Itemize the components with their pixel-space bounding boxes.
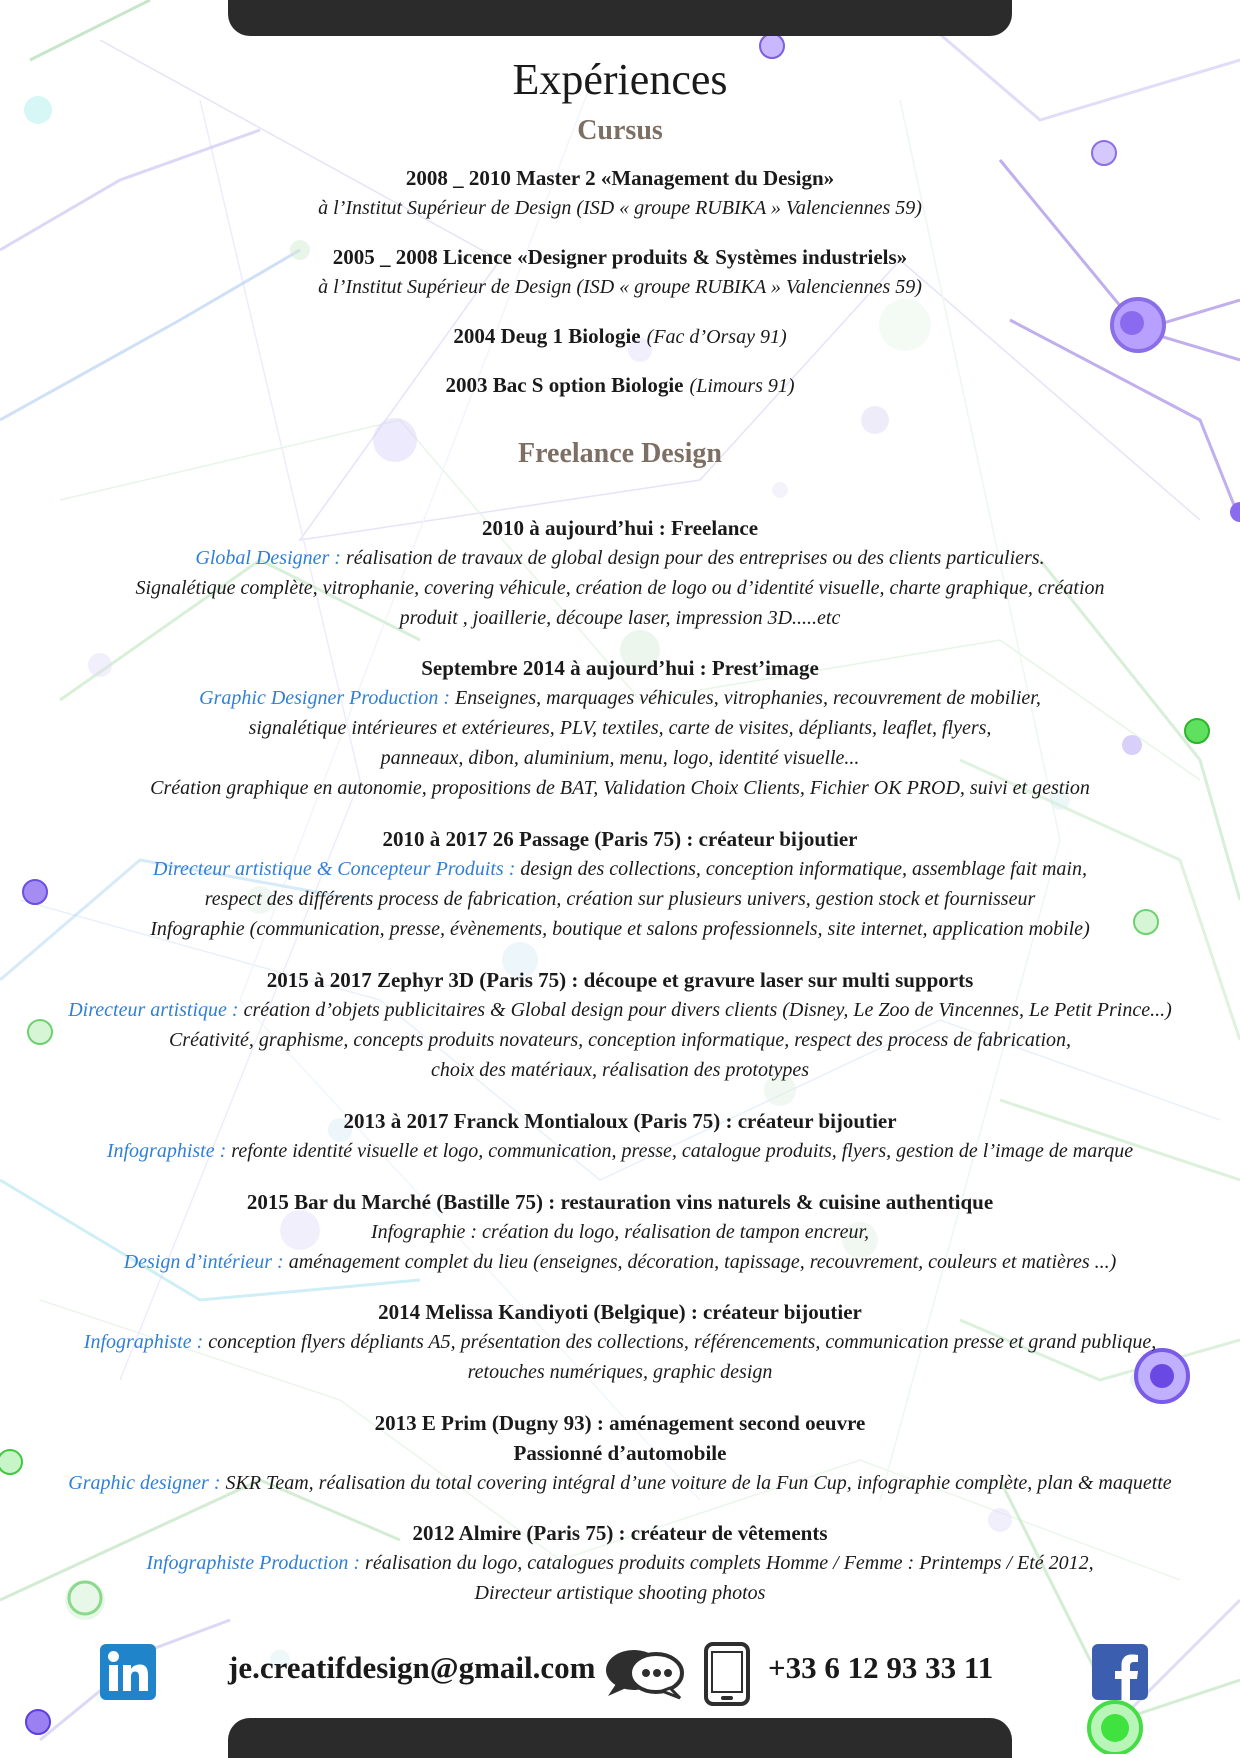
job-text: Créativité, graphisme, concepts produits novateurs, conception informatique, respect des process de fabrication,	[168, 1029, 1072, 1051]
contact-footer	[0, 1640, 1240, 1710]
job-text: choix des matériaux, réalisation des prototypes	[430, 1059, 810, 1081]
job-text: signalétique intérieures et extérieures, PLV, textiles, carte de visites, dépliants, leaflet, flyers,	[248, 717, 992, 739]
job-head: 2015 à 2017 Zephyr 3D (Paris 75) : découpe et gravure laser sur multi supports	[266, 968, 974, 992]
job-text: réalisation du logo, catalogues produits complets Homme / Femme : Printemps / Eté 2012,	[365, 1552, 1094, 1574]
job-text: refonte identité visuelle et logo, communication, presse, catalogue produits, flyers, gestion de l’image de marque	[231, 1140, 1134, 1162]
cursus-item-head: 2005 _ 2008 Licence «Designer produits & Systèmes industriels»	[332, 245, 908, 269]
job-text: respect des différents process de fabrication, création sur plusieurs univers, gestion stock et fournisseur	[204, 888, 1036, 910]
job-head: Septembre 2014 à aujourd’hui : Prest’image	[421, 656, 819, 680]
job-head: 2010 à 2017 26 Passage (Paris 75) : créateur bijoutier	[382, 827, 858, 851]
job-line	[0, 1468, 1240, 1498]
job-text: Directeur artistique shooting photos	[474, 1582, 766, 1604]
job-line	[0, 683, 1240, 713]
facebook-icon[interactable]	[1092, 1644, 1148, 1700]
job-head: 2015 Bar du Marché (Bastille 75) : restauration vins naturels & cuisine authentique	[246, 1190, 994, 1214]
job-text: SKR Team, réalisation du total covering intégral d’une voiture de la Fun Cup, infographie complète, plan & maquette	[225, 1472, 1172, 1494]
cursus-item-head: 2004 Deug 1 Biologie	[453, 324, 641, 348]
job-text: Infographie : création du logo, réalisation de tampon encreur,	[370, 1221, 870, 1243]
job-line	[0, 1136, 1240, 1166]
job-head: 2013 E Prim (Dugny 93) : aménagement second oeuvre	[374, 1411, 866, 1435]
job-head: 2014 Melissa Kandiyoti (Belgique) : créateur bijoutier	[378, 1300, 862, 1324]
job-line	[0, 1327, 1240, 1357]
cursus-item	[0, 321, 1240, 352]
job-line	[0, 995, 1240, 1025]
job-line	[0, 1548, 1240, 1578]
linkedin-icon[interactable]	[100, 1644, 156, 1700]
job-role: Directeur artistique :	[68, 999, 239, 1021]
job-line	[0, 543, 1240, 573]
job-text: Infographie (communication, presse, évènements, boutique et salons professionnels, site internet, application mobile)	[150, 918, 1090, 940]
chat-bubbles-icon	[604, 1646, 686, 1700]
job-role: Design d’intérieur :	[123, 1251, 284, 1273]
job-role: Infographiste :	[83, 1331, 204, 1353]
job-head-secondary: Passionné d’automobile	[513, 1441, 727, 1465]
job-head: 2012 Almire (Paris 75) : créateur de vêtements	[412, 1521, 828, 1545]
email-link[interactable]: je.creatifdesign@gmail.com	[228, 1650, 596, 1685]
bottom-bar	[228, 1718, 1012, 1758]
job-line	[0, 1247, 1240, 1277]
cursus-item-head: 2008 _ 2010 Master 2 «Management du Design»	[405, 166, 835, 190]
job-text: réalisation de travaux de global design pour des entreprises ou des clients particuliers.	[345, 547, 1045, 569]
cursus-item-sub: à l’Institut Supérieur de Design (ISD « groupe RUBIKA » Valenciennes 59)	[318, 276, 922, 298]
phone-number[interactable]: +33 6 12 93 33 11	[768, 1650, 994, 1685]
job-text: design des collections, conception informatique, assemblage fait main,	[520, 858, 1087, 880]
job-role: Infographiste :	[106, 1140, 227, 1162]
job-text: retouches numériques, graphic design	[467, 1361, 773, 1383]
mobile-phone-icon	[704, 1642, 750, 1706]
job-role: Directeur artistique & Concepteur Produits :	[153, 858, 516, 880]
job-text: Enseignes, marquages véhicules, vitrophanies, recouvrement de mobilier,	[455, 687, 1041, 709]
job-head: 2010 à aujourd’hui : Freelance	[481, 516, 759, 540]
cursus-item-head: 2003 Bac S option Biologie	[445, 373, 684, 397]
job-role: Graphic Designer Production :	[199, 687, 451, 709]
job-text: création d’objets publicitaires & Global design pour divers clients (Disney, Le Zoo de Vincennes, Le Petit Prince...)	[243, 999, 1172, 1021]
job-line	[0, 854, 1240, 884]
job-role: Graphic designer :	[68, 1472, 221, 1494]
cursus-item-tail: (Fac d’Orsay 91)	[646, 326, 787, 348]
job-role: Global Designer :	[195, 547, 341, 569]
job-role: Infographiste Production :	[146, 1552, 361, 1574]
job-text: aménagement complet du lieu (enseignes, décoration, tapissage, recouvrement, couleurs et matières ...)	[288, 1251, 1117, 1273]
job-head: 2013 à 2017 Franck Montialoux (Paris 75) : créateur bijoutier	[343, 1109, 897, 1133]
page-title: Expériences	[512, 55, 728, 104]
job-text: Signalétique complète, vitrophanie, covering véhicule, création de logo ou d’identité visuelle, charte graphique, création	[135, 577, 1105, 599]
cursus-item-sub: à l’Institut Supérieur de Design (ISD « groupe RUBIKA » Valenciennes 59)	[318, 197, 922, 219]
cursus-item-tail: (Limours 91)	[689, 375, 795, 397]
job-text: Création graphique en autonomie, propositions de BAT, Validation Choix Clients, Fichier OK PROD, suivi et gestion	[150, 777, 1090, 799]
top-bar	[228, 0, 1012, 36]
cursus-item	[0, 370, 1240, 401]
cursus-heading: Cursus	[577, 115, 663, 146]
freelance-heading: Freelance Design	[518, 438, 722, 469]
job-text: conception flyers dépliants A5, présentation des collections, référencements, communication presse et grand publique,	[208, 1331, 1157, 1353]
job-text: produit , joaillerie, découpe laser, impression 3D.....etc	[399, 607, 841, 629]
job-text: panneaux, dibon, aluminium, menu, logo, identité visuelle...	[380, 747, 860, 769]
